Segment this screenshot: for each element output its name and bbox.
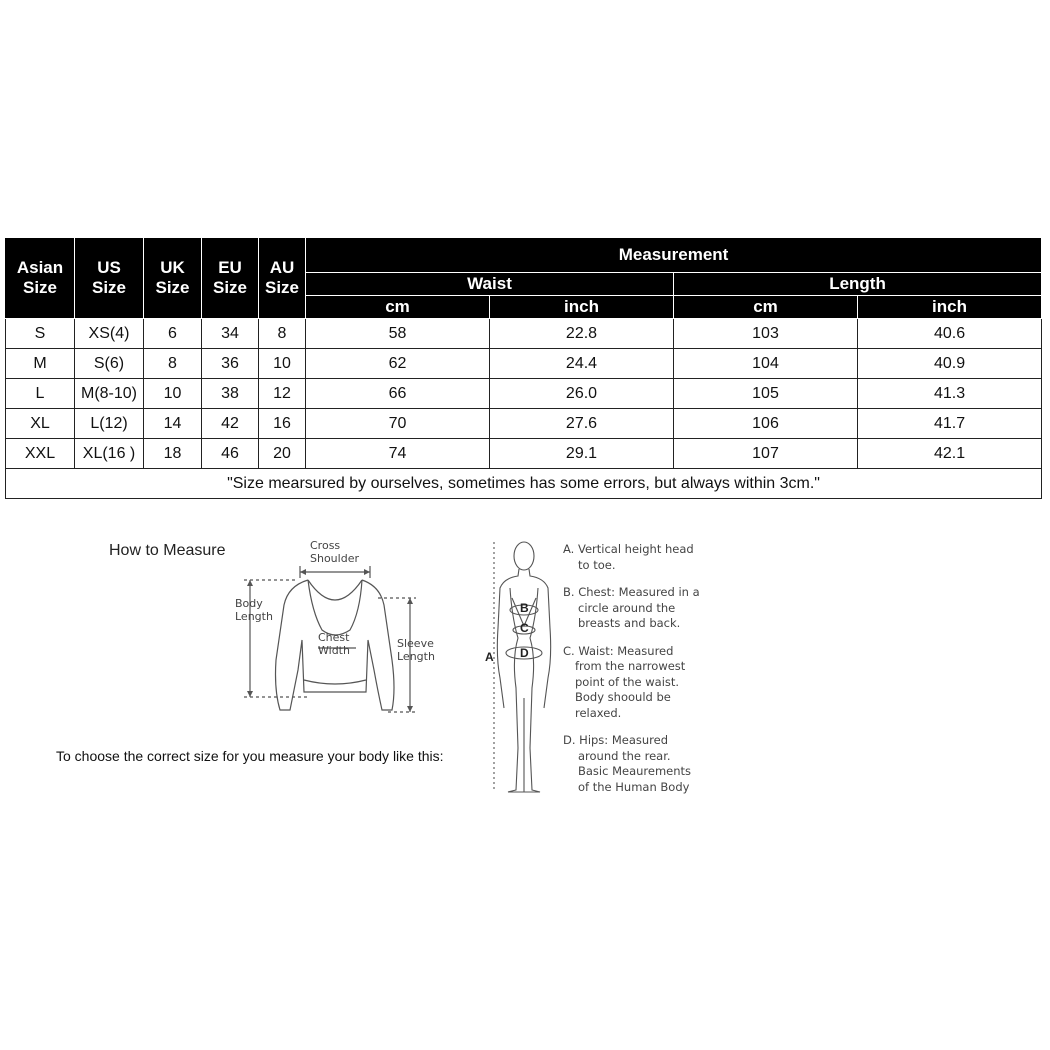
cell-waist-cm: 74 [306,439,490,469]
cell-uk: 10 [144,379,202,409]
cell-au: 12 [259,379,306,409]
cell-length-cm: 105 [674,379,858,409]
cell-asian: S [6,319,75,349]
cell-au: 8 [259,319,306,349]
cell-uk: 18 [144,439,202,469]
letter-c: C [520,621,529,635]
cell-uk: 6 [144,319,202,349]
body-figure-diagram [482,538,562,800]
cell-uk: 8 [144,349,202,379]
cell-eu: 36 [202,349,259,379]
cell-waist-cm: 58 [306,319,490,349]
cell-length-cm: 106 [674,409,858,439]
cell-asian: XXL [6,439,75,469]
cell-asian: L [6,379,75,409]
cell-waist-inch: 26.0 [490,379,674,409]
size-chart-table [5,237,1042,499]
choose-size-instruction: To choose the correct size for you measure your body like this: [56,748,444,764]
header-au-size: AU Size [259,238,306,319]
table-note-row [6,469,1042,499]
table-row [6,439,1042,469]
cell-waist-cm: 62 [306,349,490,379]
cell-waist-cm: 66 [306,379,490,409]
cell-us: M(8-10) [75,379,144,409]
cell-waist-inch: 22.8 [490,319,674,349]
letter-a: A [485,650,494,664]
cell-waist-cm: 70 [306,409,490,439]
cell-us: L(12) [75,409,144,439]
letter-d: D [520,646,529,660]
cell-length-cm: 107 [674,439,858,469]
cell-asian: M [6,349,75,379]
cell-us: XS(4) [75,319,144,349]
label-chest-width: Chest Width [318,631,350,657]
header-measurement: Measurement [306,238,1042,273]
cell-uk: 14 [144,409,202,439]
letter-b: B [520,601,529,615]
header-length: Length [674,273,1042,296]
header-waist: Waist [306,273,674,296]
cell-length-inch: 41.3 [858,379,1042,409]
cell-length-inch: 41.7 [858,409,1042,439]
cell-au: 16 [259,409,306,439]
how-to-measure-title: How to Measure [109,542,226,559]
how-to-measure-section [0,520,1050,820]
cell-eu: 38 [202,379,259,409]
measurement-notes [563,542,723,798]
cell-au: 10 [259,349,306,379]
table-row [6,379,1042,409]
note-c: C. Waist: Measured from the narrowest point of the waist. Body shoould be relaxed. [563,643,686,720]
note-a: A. Vertical height head to toe. [563,542,694,572]
cell-length-cm: 104 [674,349,858,379]
cell-eu: 46 [202,439,259,469]
cell-us: XL(16 ) [75,439,144,469]
size-note: "Size mearsured by ourselves, sometimes has some errors, but always within 3cm." [6,469,1042,499]
header-length-cm: cm [674,296,858,319]
cell-length-inch: 42.1 [858,439,1042,469]
head [514,542,534,570]
header-asian-size: Asian Size [6,238,75,319]
neckline [308,580,362,600]
cell-asian: XL [6,409,75,439]
label-body-length: Body Length [235,597,273,623]
header-waist-inch: inch [490,296,674,319]
table-row [6,409,1042,439]
table-row [6,319,1042,349]
cell-length-inch: 40.6 [858,319,1042,349]
note-b: B. Chest: Measured in a circle around the breasts and back. [563,585,700,630]
inner-cardigan [308,580,362,635]
cell-waist-inch: 24.4 [490,349,674,379]
cell-au: 20 [259,439,306,469]
cell-length-inch: 40.9 [858,349,1042,379]
cell-us: S(6) [75,349,144,379]
header-us-size: US Size [75,238,144,319]
header-length-inch: inch [858,296,1042,319]
cell-waist-inch: 29.1 [490,439,674,469]
label-sleeve-length: Sleeve Length [397,637,435,663]
header-uk-size: UK Size [144,238,202,319]
cell-eu: 34 [202,319,259,349]
label-cross-shoulder: Cross Shoulder [310,539,359,565]
header-eu-size: EU Size [202,238,259,319]
header-waist-cm: cm [306,296,490,319]
cell-waist-inch: 27.6 [490,409,674,439]
cell-length-cm: 103 [674,319,858,349]
cell-eu: 42 [202,409,259,439]
note-d: D. Hips: Measured around the rear. Basic Meaurements of the Human Body [563,733,692,794]
table-row [6,349,1042,379]
